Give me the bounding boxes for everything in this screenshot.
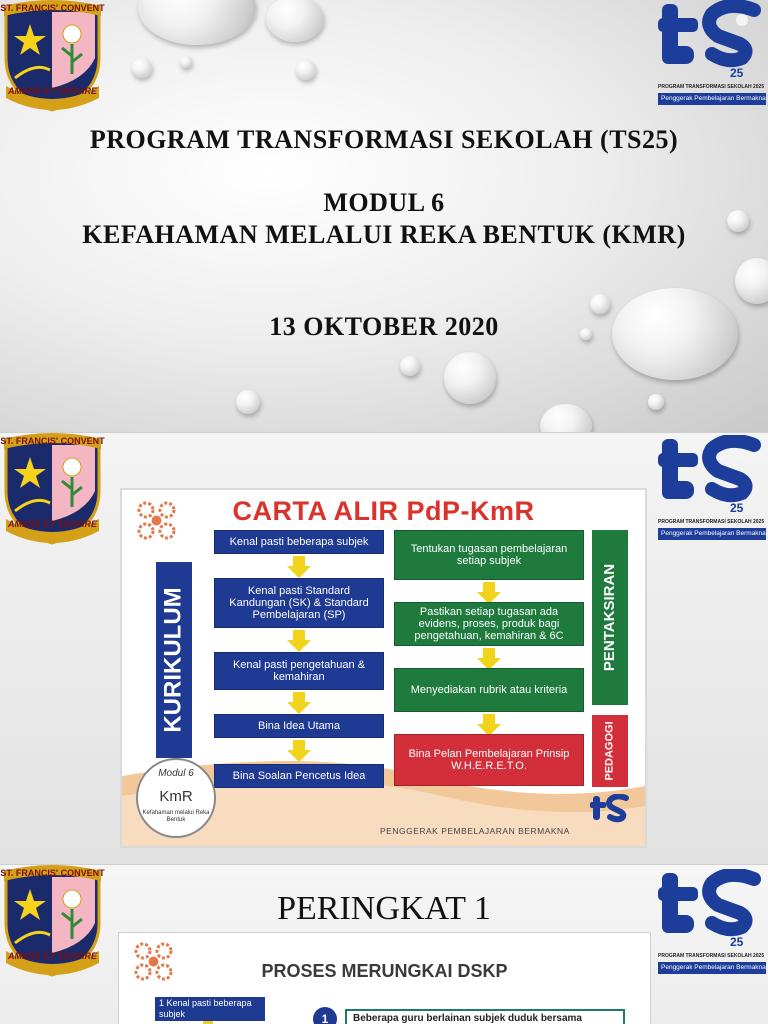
flow-step-green: Pastikan setiap tugasan ada evidens, proses, produk bagi pengetahuan, kemahiran & 6C bbox=[394, 602, 584, 646]
crest-top-text: ST. FRANCIS' CONVENT bbox=[0, 436, 105, 446]
flow-step-green: Menyediakan rubrik atau kriteria bbox=[394, 668, 584, 712]
school-crest bbox=[0, 433, 105, 545]
flowchart-slide bbox=[0, 432, 768, 864]
dskp-title: PROSES MERUNGKAI DSKP bbox=[261, 961, 508, 981]
kurikulum-bar: KURIKULUM bbox=[156, 562, 192, 758]
water-drop bbox=[444, 352, 496, 404]
school-crest bbox=[0, 0, 105, 112]
peringkat-title: PERINGKAT 1 bbox=[277, 890, 491, 927]
dskp-step-1: 1 Kenal pasti beberapa subjek bbox=[155, 997, 265, 1021]
water-drop bbox=[400, 356, 420, 376]
flowchart-image bbox=[120, 488, 647, 848]
dskp-image bbox=[118, 932, 651, 1024]
flow-arrow bbox=[287, 702, 311, 714]
water-drop bbox=[180, 56, 192, 68]
flowchart-footer: PENGGERAK PEMBELAJARAN BERMAKNA bbox=[380, 826, 570, 836]
dskp-note: Beberapa guru berlainan subjek duduk bersama bbox=[345, 1009, 625, 1024]
ts25-number: 25 bbox=[730, 66, 744, 80]
ts25-number: 25 bbox=[730, 935, 744, 949]
water-drop bbox=[540, 404, 592, 432]
peringkat-slide bbox=[0, 864, 768, 1024]
crest-top-text: ST. FRANCIS' CONVENT bbox=[0, 868, 105, 878]
water-drop bbox=[735, 258, 768, 304]
water-drop bbox=[138, 0, 256, 45]
flow-arrow bbox=[287, 750, 311, 762]
dskp-badge: 1 bbox=[313, 1007, 337, 1024]
pentaksiran-bar: PENTAKSIRAN bbox=[592, 530, 628, 705]
module-title: KEFAHAMAN MELALUI REKA BENTUK (KMR) bbox=[82, 220, 686, 249]
ts25-tagline: Penggerak Pembelajaran Bermakna bbox=[658, 528, 766, 540]
session-date: 13 OKTOBER 2020 bbox=[269, 312, 499, 341]
ts25-caption: PROGRAM TRANSFORMASI SEKOLAH 2025 bbox=[658, 519, 765, 525]
water-drop bbox=[132, 58, 152, 78]
ts25-caption: PROGRAM TRANSFORMASI SEKOLAH 2025 bbox=[658, 953, 765, 959]
crest-top-text: ST. FRANCIS' CONVENT bbox=[0, 3, 105, 13]
flow-step-blue: Kenal pasti pengetahuan & kemahiran bbox=[214, 652, 384, 690]
flow-arrow bbox=[287, 566, 311, 578]
water-drop bbox=[648, 394, 664, 410]
water-drop bbox=[266, 0, 324, 42]
module-number: MODUL 6 bbox=[323, 188, 445, 217]
flow-step-blue: Kenal pasti Standard Kandungan (SK) & Standard Pembelajaran (SP) bbox=[214, 578, 384, 628]
ts25-logo bbox=[656, 435, 768, 543]
flow-step-blue: Bina Idea Utama bbox=[214, 714, 384, 738]
stamp-kmr-text: KmR bbox=[159, 788, 193, 805]
ts25-logo bbox=[656, 0, 768, 108]
crest-motto-text: AMARE ET SERVIRE bbox=[7, 519, 97, 529]
flow-step-blue: Kenal pasti beberapa subjek bbox=[214, 530, 384, 554]
flow-step-green: Tentukan tugasan pembelajaran setiap subjek bbox=[394, 530, 584, 580]
ts25-tagline: Penggerak Pembelajaran Bermakna bbox=[658, 962, 766, 974]
ts25-tagline: Penggerak Pembelajaran Bermakna bbox=[658, 93, 766, 105]
pedagogi-bar: PEDAGOGI bbox=[592, 715, 628, 787]
water-drop bbox=[296, 60, 316, 80]
water-drop bbox=[236, 390, 260, 414]
module-stamp bbox=[136, 758, 216, 838]
title-slide bbox=[0, 0, 768, 432]
program-title: PROGRAM TRANSFORMASI SEKOLAH (TS25) bbox=[89, 125, 679, 154]
crest-motto-text: AMARE ET SERVIRE bbox=[7, 951, 97, 961]
flowchart-title: CARTA ALIR PdP-KmR bbox=[232, 496, 535, 526]
ts25-number: 25 bbox=[730, 501, 744, 515]
stamp-module-text: Modul 6 bbox=[158, 768, 194, 779]
flow-step-red: Bina Pelan Pembelajaran Prinsip W.H.E.R.E.T.O. bbox=[394, 734, 584, 786]
water-drop bbox=[590, 294, 610, 314]
flow-step-blue: Bina Soalan Pencetus Idea bbox=[214, 764, 384, 788]
crest-motto-text: AMARE ET SERVIRE bbox=[7, 86, 97, 96]
ts25-mini-logo bbox=[590, 794, 632, 830]
stamp-ring-text: Kefahaman melalui Reka Bentuk bbox=[142, 810, 210, 823]
ts25-caption: PROGRAM TRANSFORMASI SEKOLAH 2025 bbox=[658, 84, 765, 90]
flow-arrow bbox=[287, 640, 311, 652]
